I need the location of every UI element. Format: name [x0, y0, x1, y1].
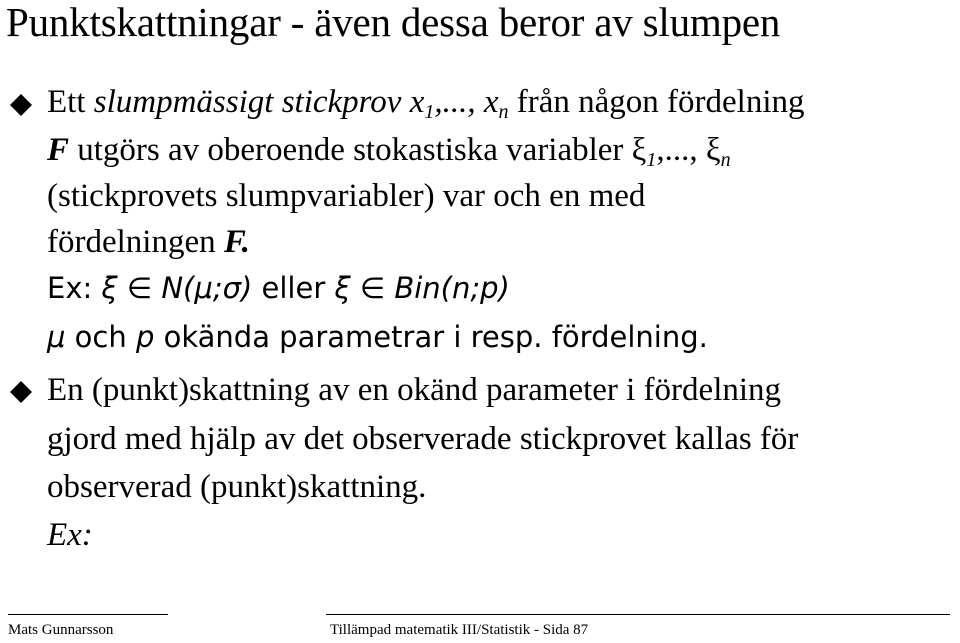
bullet2-example-label: Ex: [47, 517, 93, 553]
footer-course: Tillämpad matematik III/Statistik - Sida 87 [330, 622, 589, 638]
diamond-bullet-icon [10, 94, 32, 116]
normal-distribution: N(μ;σ) [161, 271, 253, 305]
footer-author: Mats Gunnarsson [8, 622, 114, 638]
footer-rule-left [8, 614, 168, 615]
slide-title: Punktskattningar - även dessa beror av slumpen [6, 0, 781, 45]
diamond-bullet-icon [10, 381, 32, 403]
bullet2-line1: En (punkt)skattning av en okänd parameter i fördelning [47, 372, 782, 408]
bullet1-line3: (stickprovets slumpvariabler) var och en med [47, 178, 646, 214]
bullet1-line1: Ett slumpmässigt stickprov $x_1$,..., $x_n$ från någon fördelning [47, 84, 805, 123]
bullet1-parameters-line: μ och p okända parametrar i resp. fördelning. [47, 320, 708, 354]
term-random-sample: slumpmässigt stickprov [93, 84, 402, 120]
binomial-distribution: Bin(n;p) [394, 271, 510, 305]
bullet1-line4: fördelningen F. [47, 224, 250, 260]
bullet1-line2: F utgörs av oberoende stokastiska variabler $\xi_1$,..., $\xi_n$ [47, 132, 731, 171]
bullet2-line3: observerad (punkt)skattning. [47, 469, 427, 505]
footer-rule-right [326, 614, 950, 615]
bullet2-line2: gjord med hjälp av det observerade stickprovet kallas för [47, 421, 799, 457]
bullet1-example-line: Ex: ξ ∈ N(μ;σ) eller ξ ∈ Bin(n;p) [47, 271, 510, 305]
